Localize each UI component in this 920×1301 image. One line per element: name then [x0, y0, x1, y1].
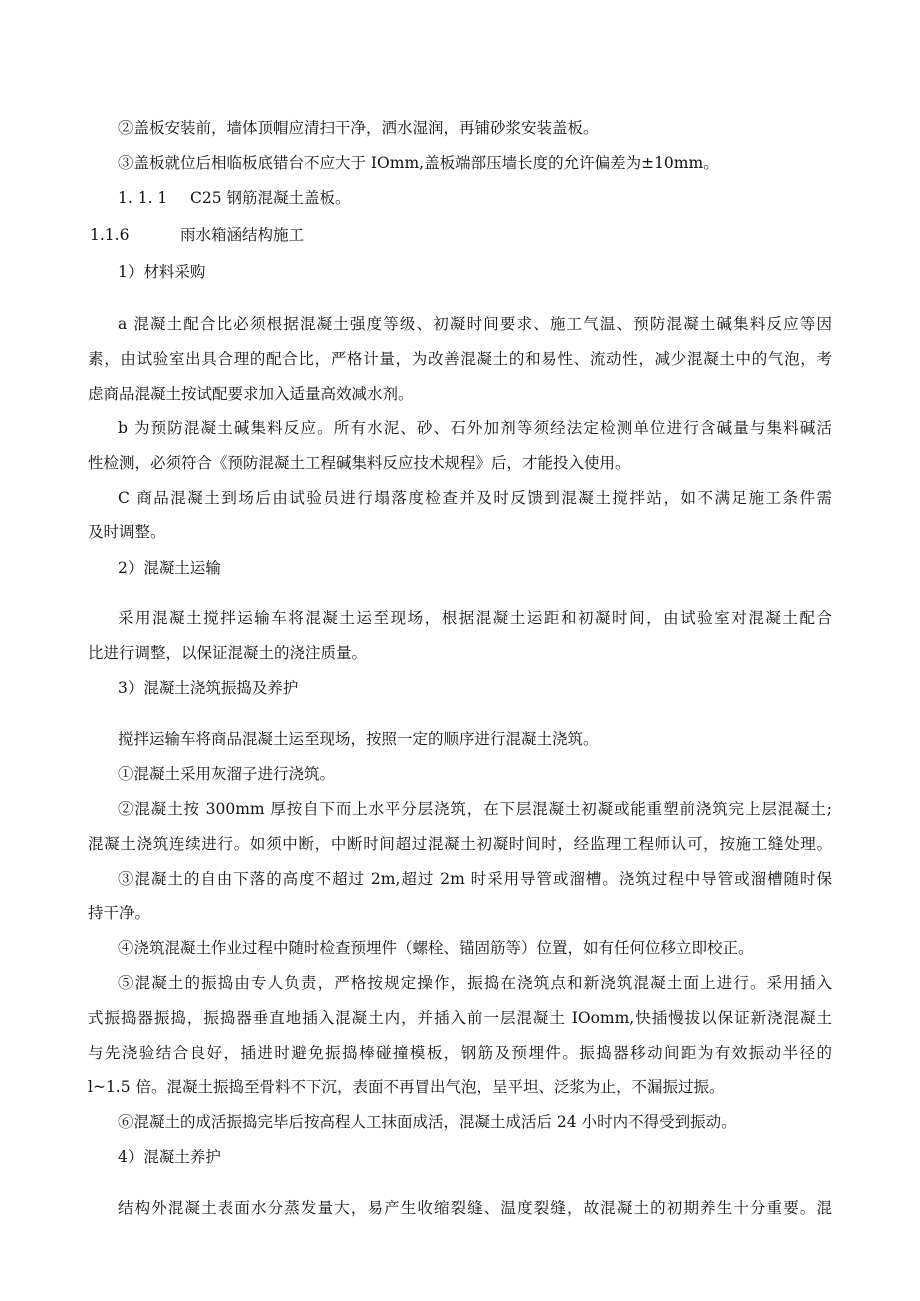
paragraph-line: l~1.5 倍。混凝土振捣至骨料不下沉，表面不再冒出气泡，呈平坦、泛浆为止，不漏振过振。	[88, 1078, 725, 1096]
paragraph-line: ⑤混凝土的振捣由专人负责，严格按规定操作，振捣在浇筑点和新浇筑混凝土面上进行。采用插入	[118, 974, 832, 992]
paragraph-line: 采用混凝土搅拌运输车将混凝土运至现场，根据混凝土运距和初凝时间，由试验室对混凝土配合	[118, 609, 832, 627]
paragraph-line: 持干净。	[88, 904, 151, 922]
paragraph-line: ②盖板安装前，墙体顶帽应清扫干净，洒水湿润，再铺砂浆安装盖板。	[118, 119, 599, 137]
paragraph-line: ①混凝土采用灰溜子进行浇筑。	[118, 765, 336, 783]
section-title: C25 钢筋混凝土盖板。	[190, 189, 351, 207]
paragraph-line: ③混凝土的自由下落的高度不超过 2m,超过 2m 时采用导管或溜槽。浇筑过程中导管或溜槽随时保	[118, 870, 832, 888]
section-heading	[90, 225, 304, 245]
paragraph-line: 素，由试验室出具合理的配合比，严格计量，为改善混凝土的和易性、流动性，减少混凝土中的气泡，考	[88, 350, 832, 368]
section-number: 1. 1. 1	[118, 189, 168, 207]
paragraph-line: a 混凝土配合比必须根据混凝土强度等级、初凝时间要求、施工气温、预防混凝土碱集料反应等因	[118, 315, 832, 333]
list-heading: 3）混凝土浇筑振捣及养护	[118, 679, 299, 697]
paragraph-line: 与先浇验结合良好，插进时避免振捣棒碰撞模板，钢筋及预埋件。振捣器移动间距为有效振动半径的	[88, 1044, 832, 1062]
subsection-heading	[118, 188, 351, 208]
list-heading: 2）混凝土运输	[118, 559, 221, 577]
paragraph-line: 搅拌运输车将商品混凝土运至现场，按照一定的顺序进行混凝土浇筑。	[118, 730, 599, 748]
paragraph-line: 式振捣器振捣，振捣器垂直地插入混凝土内，并插入前一层混凝土 IOomm,快插慢拔以保证新浇混凝土	[88, 1009, 832, 1027]
paragraph-line: 比进行调整，以保证混凝土的浇注质量。	[88, 644, 368, 662]
paragraph-line: ⑥混凝土的成活振捣完毕后按高程人工抹面成活，混凝土成活后 24 小时内不得受到振动。	[118, 1113, 737, 1131]
paragraph-line: 混凝土浇筑连续进行。如须中断，中断时间超过混凝土初凝时间时，经监理工程师认可，按施工缝处理。	[88, 835, 832, 853]
section-number: 1.1.6	[90, 226, 130, 244]
paragraph-line: b 为预防混凝土碱集料反应。所有水泥、砂、石外加剂等须经法定检测单位进行含碱量与集料碱活	[118, 419, 832, 437]
section-title: 雨水箱涵结构施工	[180, 226, 305, 244]
paragraph-line: ②混凝土按 300mm 厚按自下而上水平分层浇筑，在下层混凝土初凝或能重塑前浇筑完上层混凝土;	[118, 800, 832, 818]
paragraph-line: C 商品混凝土到场后由试验员进行塌落度检查并及时反馈到混凝土搅拌站，如不满足施工条件需	[118, 489, 832, 507]
paragraph-line: ④浇筑混凝土作业过程中随时检查预埋件（螺栓、锚固筋等）位置，如有任何位移立即校正。	[118, 939, 754, 957]
list-heading: 4）混凝土养护	[118, 1148, 221, 1166]
paragraph-line: 结构外混凝土表面水分蒸发量大，易产生收缩裂缝、温度裂缝，故混凝土的初期养生十分重要。混	[118, 1199, 832, 1217]
paragraph-line: 虑商品混凝土按试配要求加入适量高效减水剂。	[88, 385, 414, 403]
paragraph-line: 及时调整。	[88, 523, 166, 541]
paragraph-line: ③盖板就位后相临板底错台不应大于 IOmm,盖板端部压墙长度的允许偏差为±10mm。	[118, 154, 719, 172]
paragraph-line: 性检测，必须符合《预防混凝土工程碱集料反应技术规程》后，才能投入使用。	[88, 454, 631, 472]
list-heading: 1）材料采购	[118, 263, 206, 281]
